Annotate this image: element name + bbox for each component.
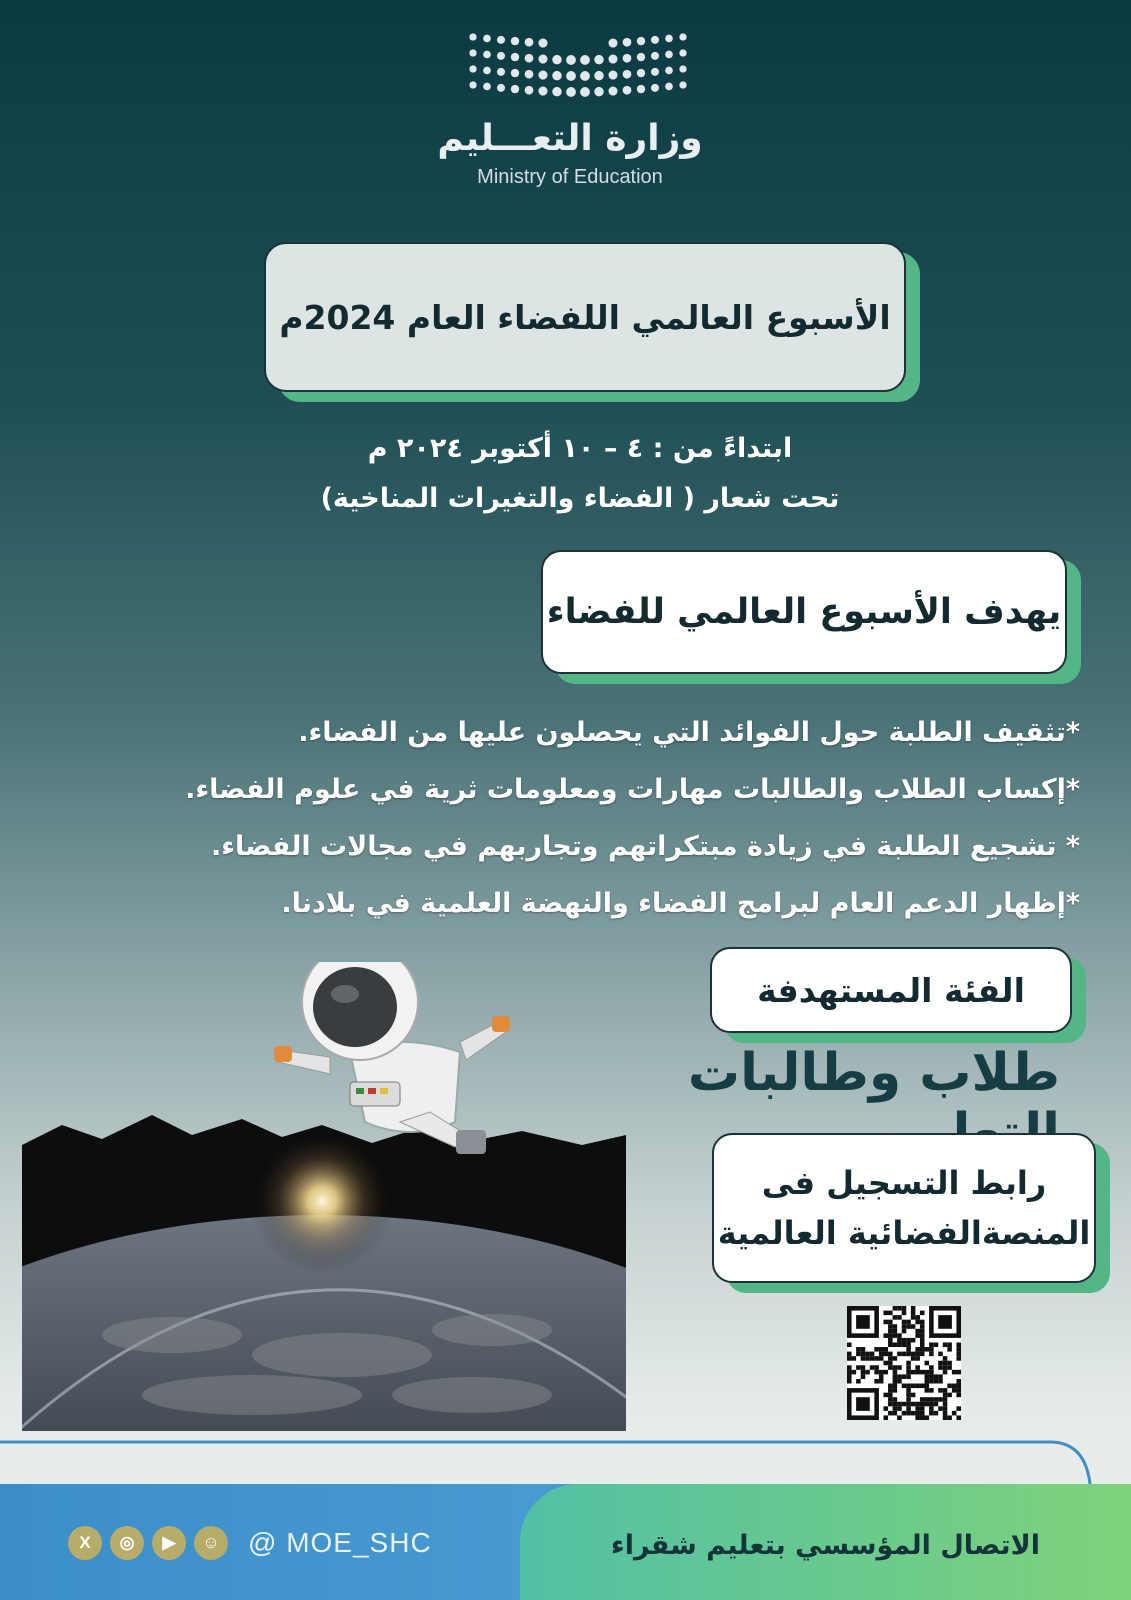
logo-arabic-text: وزارة التعـــليم	[437, 118, 703, 159]
goal-item: *إظهار الدعم العام لبرامج الفضاء والنهضة العلمية في بلادنا.	[281, 888, 1080, 919]
goal-heading-box	[541, 550, 1067, 674]
goals-list	[140, 704, 1080, 932]
astronaut-image	[270, 962, 520, 1172]
registration-line: رابط التسجيل فى	[761, 1164, 1047, 1202]
goal-item: * تشجيع الطلبة في زيادة مبتكراتهم وتجاربهم في مجالات الفضاء.	[211, 831, 1080, 862]
target-heading-box	[710, 947, 1072, 1033]
goal-item: *إكساب الطلاب والطالبات مهارات ومعلومات ثرية في علوم الفضاء.	[185, 774, 1080, 805]
instagram-icon[interactable]: ◎	[110, 1526, 144, 1560]
dates-line: ابتداءً من : ٤ – ١٠ أكتوبر ٢٠٢٤ م	[367, 433, 793, 464]
registration-box[interactable]	[712, 1133, 1096, 1283]
x-icon[interactable]: X	[68, 1526, 102, 1560]
snapchat-icon[interactable]: ☺	[194, 1526, 228, 1560]
page-title: الأسبوع العالمي اللفضاء العام 2024م	[279, 297, 891, 337]
target-heading: الفئة المستهدفة	[757, 970, 1025, 1010]
ministry-logo-dots	[466, 30, 692, 110]
goal-heading: يهدف الأسبوع العالمي للفضاء	[546, 592, 1062, 632]
social-handle[interactable]: @ MOE_SHC	[248, 1527, 432, 1558]
qr-code[interactable]	[847, 1306, 961, 1420]
registration-platform: المنصةالفضائية العالمية	[717, 1214, 1091, 1252]
title-box	[264, 242, 906, 392]
target-audience-text: طلاب وطالبات	[687, 1043, 1060, 1103]
logo-english-text: Ministry of Education	[477, 166, 663, 188]
dates-block	[260, 424, 900, 524]
theme-line: تحت شعار ( الفضاء والتغيرات المناخية)	[320, 483, 840, 514]
footer-org-text: الاتصال المؤسسي بتعليم شقراء	[610, 1530, 1040, 1561]
youtube-icon[interactable]: ▶	[152, 1526, 186, 1560]
goal-item: *تثقيف الطلبة حول الفوائد التي يحصلون عليها من الفضاء.	[298, 717, 1080, 748]
